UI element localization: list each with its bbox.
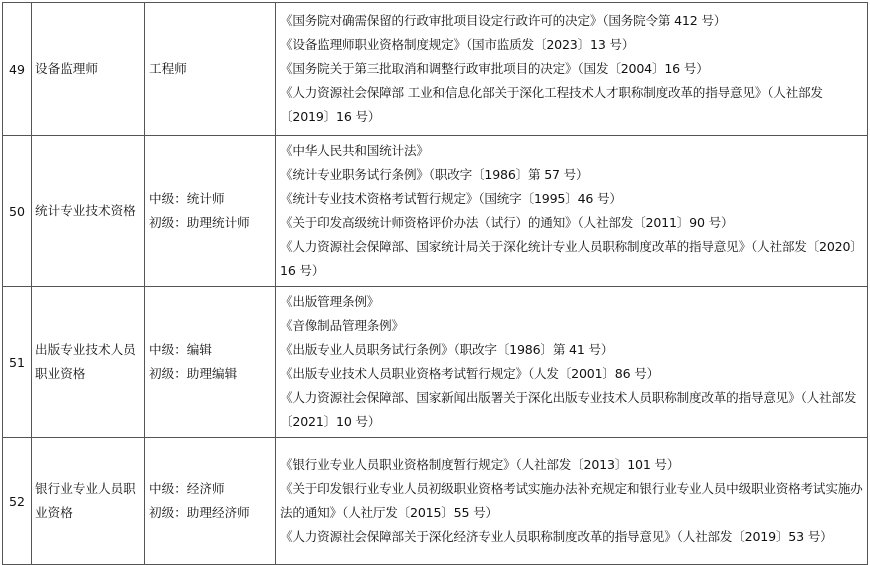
level-item: 初级：助理编辑: [149, 366, 238, 381]
qualification-levels: [145, 136, 276, 287]
qualification-table: [2, 2, 868, 565]
legal-basis: [276, 3, 868, 136]
qualification-levels: [145, 438, 276, 565]
legal-basis: [276, 136, 868, 287]
level-item: 初级：助理经济师: [149, 505, 250, 520]
level-item: 中级：编辑: [149, 342, 212, 357]
basis-item: 《人力资源社会保障部关于深化经济专业人员职称制度改革的指导意见》（人社部发〔2019〕53 号）: [280, 529, 833, 544]
basis-item: 《统计专业技术资格考试暂行规定》（国统字〔1995〕46 号）: [280, 191, 622, 206]
basis-item: 《关于印发高级统计师资格评价办法（试行）的通知》（人社部发〔2011〕90 号）: [280, 215, 734, 230]
legal-basis: [276, 287, 868, 438]
legal-basis: [276, 438, 868, 565]
row-number: 49: [3, 3, 32, 136]
qualification-name: 设备监理师: [32, 3, 145, 136]
qualification-name: 银行业专业人员职业资格: [32, 438, 145, 565]
basis-item: 《人力资源社会保障部、国家新闻出版署关于深化出版专业技术人员职称制度改革的指导意见》（人社部发〔2021〕10 号）: [280, 390, 857, 429]
basis-item: 《人力资源社会保障部 工业和信息化部关于深化工程技术人才职称制度改革的指导意见》（人社部发〔2019〕16 号）: [280, 85, 823, 124]
basis-item: 《出版管理条例》: [280, 294, 380, 309]
qualification-name: 统计专业技术资格: [32, 136, 145, 287]
basis-item: 《国务院对确需保留的行政审批项目设定行政许可的决定》（国务院令第 412 号）: [280, 13, 727, 28]
table-row: [3, 438, 868, 565]
basis-item: 《出版专业人员职务试行条例》（职改字〔1986〕第 41 号）: [280, 342, 614, 357]
basis-item: 《中华人民共和国统计法》: [280, 143, 429, 158]
table-row: [3, 287, 868, 438]
basis-item: 《国务院关于第三批取消和调整行政审批项目的决定》（国发〔2004〕16 号）: [280, 61, 709, 76]
basis-item: 《音像制品管理条例》: [280, 318, 404, 333]
row-number: 51: [3, 287, 32, 438]
level-item: 工程师: [149, 61, 187, 76]
table-row: [3, 3, 868, 136]
basis-item: 《统计专业职务试行条例》（职改字〔1986〕第 57 号）: [280, 167, 589, 182]
qualification-levels: [145, 287, 276, 438]
basis-item: 《人力资源社会保障部、国家统计局关于深化统计专业人员职称制度改革的指导意见》（人社部发〔2020〕16 号）: [280, 239, 863, 278]
level-item: 初级：助理统计师: [149, 215, 250, 230]
basis-item: 《设备监理师职业资格制度规定》（国市监质发〔2023〕13 号）: [280, 37, 635, 52]
qualification-name: 出版专业技术人员职业资格: [32, 287, 145, 438]
level-item: 中级：统计师: [149, 191, 225, 206]
basis-item: 《出版专业技术人员职业资格考试暂行规定》（人发〔2001〕86 号）: [280, 366, 660, 381]
level-item: 中级：经济师: [149, 481, 225, 496]
basis-item: 《银行业专业人员职业资格制度暂行规定》（人社部发〔2013〕101 号）: [280, 457, 680, 472]
table-row: [3, 136, 868, 287]
qualification-levels: [145, 3, 276, 136]
basis-item: 《关于印发银行业专业人员初级职业资格考试实施办法补充规定和银行业专业人员中级职业资格考试实施办法的通知》（人社厅发〔2015〕55 号）: [280, 481, 863, 520]
row-number: 52: [3, 438, 32, 565]
row-number: 50: [3, 136, 32, 287]
